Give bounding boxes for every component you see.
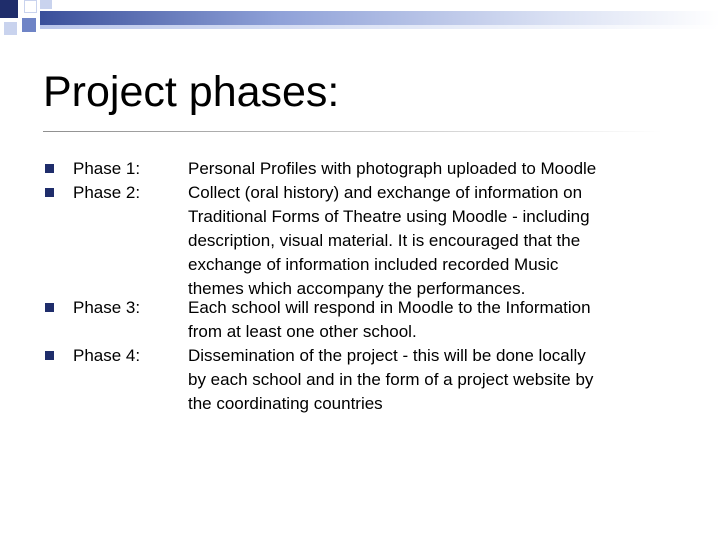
description-line: Each school will respond in Moodle to the Information [188, 298, 591, 317]
description-line: Traditional Forms of Theatre using Moodle - including [188, 207, 590, 226]
corner-square-blue [22, 18, 36, 32]
description-line: Personal Profiles with photograph uploaded to Moodle [188, 159, 597, 178]
header-gradient-bar [40, 11, 720, 25]
phase-description [188, 181, 688, 301]
phase-description [188, 344, 688, 416]
header-gradient-bar-light [40, 25, 720, 29]
description-line: exchange of information included recorded Music [188, 255, 559, 274]
phase-label: Phase 2: [73, 183, 141, 202]
description-line: the coordinating countries [188, 394, 383, 413]
title-divider [43, 131, 663, 132]
phase-description [188, 296, 688, 344]
slide-title: Project phases: [43, 68, 340, 116]
square-bullet-icon [45, 303, 54, 312]
phase-description [188, 157, 688, 181]
phase-label: Phase 4: [73, 346, 141, 365]
corner-square-navy [0, 0, 18, 18]
corner-square-outline [24, 0, 37, 13]
description-line: Dissemination of the project - this will be done locally [188, 346, 586, 365]
phase-label: Phase 1: [73, 159, 141, 178]
description-line: description, visual material. It is encouraged that the [188, 231, 581, 250]
corner-square-pale-small [4, 22, 17, 35]
description-line: by each school and in the form of a project website by [188, 370, 594, 389]
square-bullet-icon [45, 188, 54, 197]
square-bullet-icon [45, 164, 54, 173]
description-line: from at least one other school. [188, 322, 417, 341]
square-bullet-icon [45, 351, 54, 360]
description-line: themes which accompany the performances. [188, 279, 526, 298]
corner-square-pale [40, 0, 52, 9]
description-line: Collect (oral history) and exchange of information on [188, 183, 583, 202]
phase-label: Phase 3: [73, 298, 141, 317]
